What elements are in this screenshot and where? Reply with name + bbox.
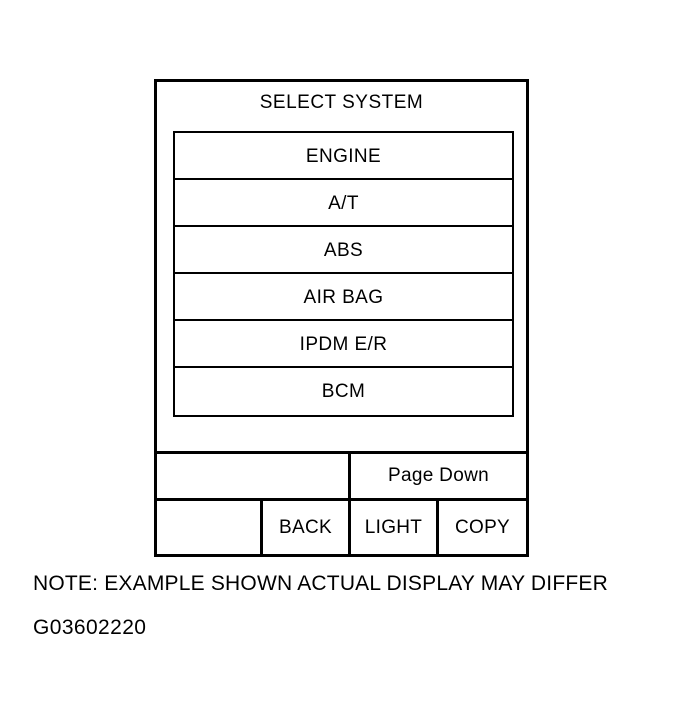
- list-item-air-bag[interactable]: AIR BAG: [175, 274, 512, 321]
- softkey-blank-1: [157, 454, 260, 498]
- page-title: SELECT SYSTEM: [259, 92, 424, 113]
- light-button[interactable]: LIGHT: [348, 501, 436, 554]
- softkey-blank-3: [157, 501, 260, 554]
- softkey-row-bottom: [157, 498, 526, 554]
- list-item-ipdm-er[interactable]: IPDM E/R: [175, 321, 512, 368]
- list-item-bcm[interactable]: BCM: [175, 368, 512, 415]
- copy-button[interactable]: COPY: [436, 501, 526, 554]
- figure-id-caption: G03602220: [33, 616, 147, 639]
- back-button[interactable]: BACK: [260, 501, 348, 554]
- scan-tool-screen: [154, 79, 529, 557]
- softkey-blank-2: [260, 454, 348, 498]
- list-item-at[interactable]: A/T: [175, 180, 512, 227]
- softkey-row-top: [157, 451, 526, 498]
- system-list: [173, 131, 514, 417]
- list-item-engine[interactable]: ENGINE: [175, 133, 512, 180]
- note-caption: NOTE: EXAMPLE SHOWN ACTUAL DISPLAY MAY DIFFER: [33, 572, 608, 595]
- list-item-abs[interactable]: ABS: [175, 227, 512, 274]
- page-down-button[interactable]: Page Down: [348, 454, 526, 498]
